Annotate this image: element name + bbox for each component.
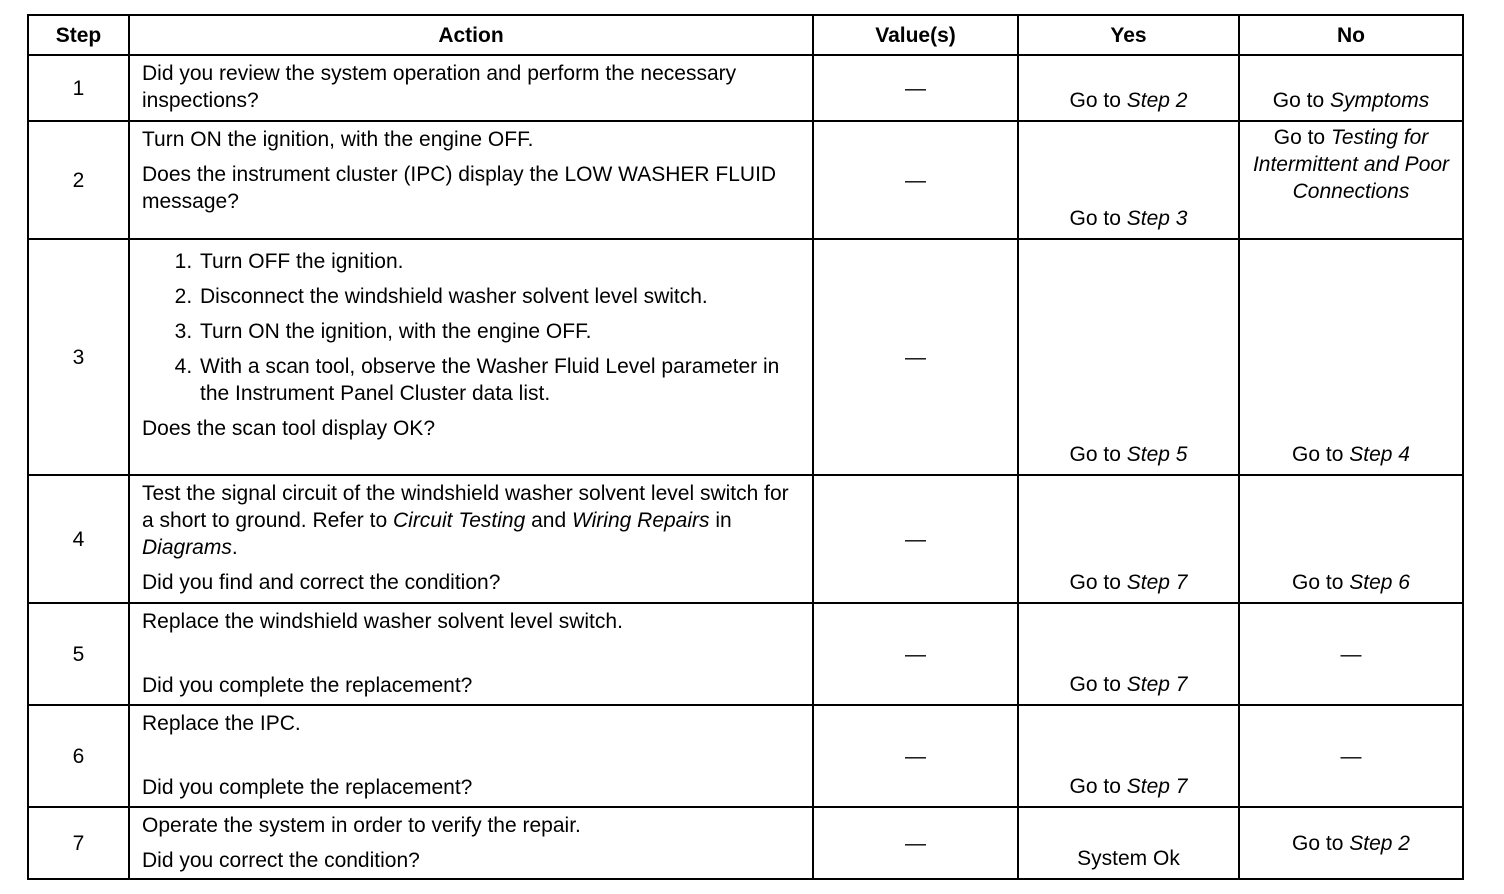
no-cell: Go to Symptoms [1239,55,1463,121]
no-target: Step 4 [1349,443,1410,466]
action-cell [129,705,813,807]
no-target: Step 6 [1349,571,1410,594]
yes-cell: System Ok [1018,807,1239,879]
step-number: 5 [28,603,129,705]
action-cell [129,603,813,705]
header-row [28,15,1463,55]
no-target: Symptoms [1330,89,1430,112]
step-number: 4 [28,475,129,603]
yes-cell: Go to Step 7 [1018,475,1239,603]
header-no: No [1239,15,1463,55]
yes-target: Step 3 [1126,207,1188,230]
value-cell: — [813,475,1018,603]
yes-target: Step 7 [1126,571,1188,594]
action-instruction: Test the signal circuit of the windshield washer solvent level switch for a short to ground. Refer to Circuit Testing and Wiring Repairs in Diagrams. [142,482,789,559]
yes-target: Step 7 [1126,775,1188,798]
reference-link: Circuit Testing [392,509,526,532]
header-yes: Yes [1018,15,1239,55]
no-cell: Go to Testing for Intermittent and Poor Connections [1239,121,1463,239]
yes-cell: Go to Step 2 [1018,55,1239,121]
yes-target: Step 7 [1126,673,1188,696]
yes-cell: Go to Step 7 [1018,705,1239,807]
action-steps-list [142,248,800,407]
value-cell: — [813,807,1018,879]
action-question: Does the instrument cluster (IPC) display the LOW WASHER FLUID message? [142,163,777,213]
no-cell: Go to Step 2 [1239,807,1463,879]
step-number: 6 [28,705,129,807]
action-instruction: Replace the IPC. [142,712,301,735]
step-number: 2 [28,121,129,239]
table-row [28,55,1463,121]
no-target: Testing for Intermittent and Poor Connections [1252,126,1450,203]
value-cell: — [813,705,1018,807]
list-item: 3. Turn ON the ignition, with the engine OFF. [198,318,800,345]
list-item: 4. With a scan tool, observe the Washer Fluid Level parameter in the Instrument Panel Cluster data list. [198,353,800,407]
table-row [28,121,1463,239]
header-step: Step [28,15,129,55]
action-question: Did you review the system operation and perform the necessary inspections? [142,62,737,112]
reference-link: Diagrams [142,536,232,559]
yes-target: Step 5 [1126,443,1188,466]
action-question: Did you complete the replacement? [142,674,473,697]
no-cell: — [1239,705,1463,807]
step-number: 7 [28,807,129,879]
table-row [28,705,1463,807]
yes-cell: Go to Step 3 [1018,121,1239,239]
action-question: Does the scan tool display OK? [142,417,435,440]
step-number: 3 [28,239,129,475]
action-cell [129,121,813,239]
list-item: 1. Turn OFF the ignition. [198,248,800,275]
value-cell: — [813,55,1018,121]
no-target: Step 2 [1349,831,1410,855]
diagnostic-table [27,14,1464,880]
no-cell: Go to Step 4 [1239,239,1463,475]
action-cell [129,475,813,603]
table-row [28,807,1463,879]
step-number: 1 [28,55,129,121]
table-row [28,475,1463,603]
action-instruction: Replace the windshield washer solvent level switch. [142,610,623,633]
list-item: 2. Disconnect the windshield washer solvent level switch. [198,283,800,310]
value-cell: — [813,603,1018,705]
action-cell [129,807,813,879]
action-instruction: Operate the system in order to verify the repair. [142,814,581,837]
action-question: Did you find and correct the condition? [142,571,501,594]
table-row [28,603,1463,705]
action-question: Did you correct the condition? [142,849,420,872]
action-instruction: Turn ON the ignition, with the engine OFF. [142,128,534,151]
action-question: Did you complete the replacement? [142,776,473,799]
value-cell: — [813,239,1018,475]
action-cell [129,55,813,121]
yes-cell: Go to Step 7 [1018,603,1239,705]
no-cell: — [1239,603,1463,705]
reference-link: Wiring Repairs [572,509,710,532]
value-cell: — [813,121,1018,239]
yes-target: Step 2 [1126,89,1188,112]
yes-cell: Go to Step 5 [1018,239,1239,475]
header-values: Value(s) [813,15,1018,55]
no-cell: Go to Step 6 [1239,475,1463,603]
action-cell [129,239,813,475]
table-row [28,239,1463,475]
header-action: Action [129,15,813,55]
